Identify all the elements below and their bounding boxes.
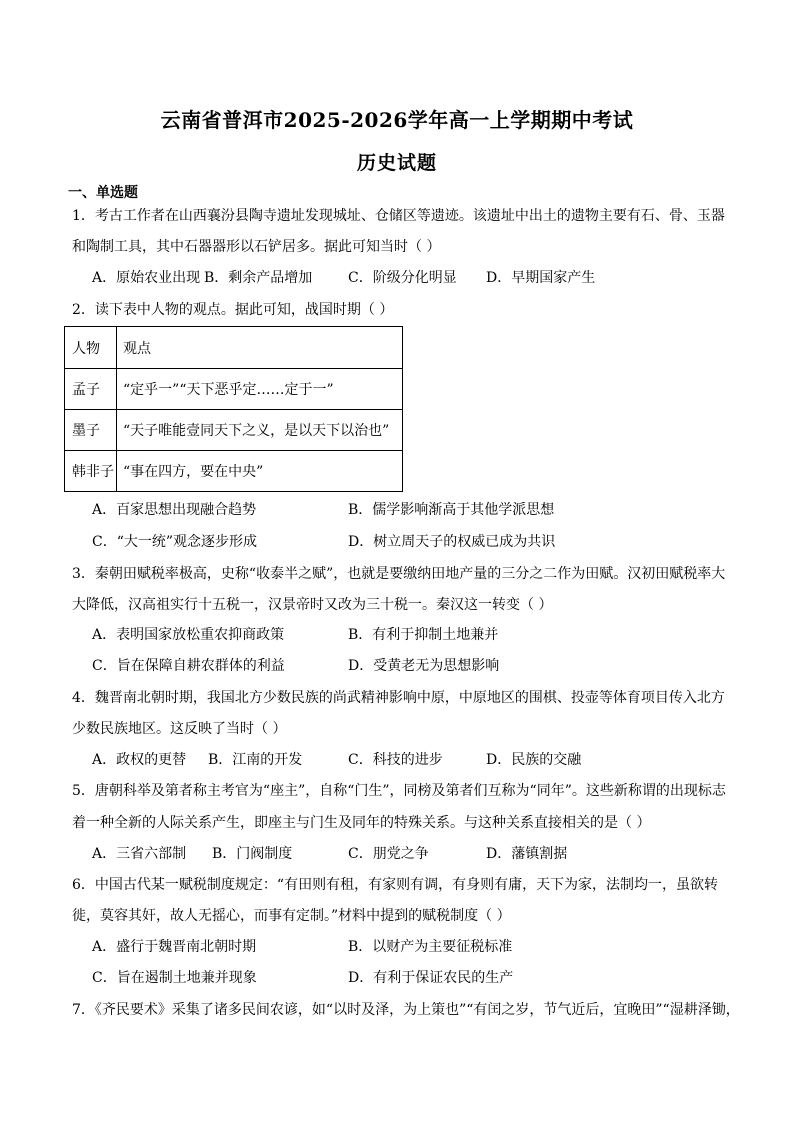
q2-option-b: B．儒学影响渐高于其他学派思想	[348, 502, 555, 518]
q5-option-c: C．朋党之争	[348, 846, 429, 862]
question-5-line-2: 着一种全新的人际关系产生，即座主与门生及同年的特殊关系。与这种关系直接相关的是（ ）	[72, 815, 651, 831]
question-3-line-2: 大降低，汉高祖实行十五税一，汉景帝时又改为三十税一。秦汉这一转变（ ）	[72, 597, 553, 613]
exam-subtitle: 历史试题	[356, 152, 437, 174]
question-6-line-2: 徙，莫容其奸，故人无摇心，而事有定制。”材料中提到的赋税制度（ ）	[72, 908, 511, 924]
q3-option-c: C．旨在保障自耕农群体的利益	[92, 658, 285, 674]
exam-title: 云南省普洱市2025-2026学年高一上学期期中考试	[160, 108, 634, 132]
table-cell-view: “定乎一”“天下恶乎定……定于一”	[117, 369, 403, 410]
q2-option-a: A．百家思想出现融合趋势	[92, 502, 257, 518]
q3-option-b: B．有利于抑制土地兼并	[348, 627, 499, 643]
question-6-line-1: 6．中国古代某一赋税制度规定：“有田则有租，有家则有调，有身则有庸，天下为家，法制均一，虽欲转	[72, 877, 719, 893]
table-row	[65, 410, 403, 451]
q5-option-a: A．三省六部制	[92, 846, 187, 862]
table-row	[65, 451, 403, 492]
q5-option-d: D．藩镇割据	[486, 846, 568, 862]
q6-option-c: C．旨在遏制土地兼并现象	[92, 970, 257, 986]
q1-option-c: C．阶级分化明显	[348, 270, 457, 286]
section-heading: 一、单选题	[68, 185, 138, 201]
q3-option-d: D．受黄老无为思想影响	[348, 658, 500, 674]
question-5-line-1: 5．唐朝科举及第者称主考官为“座主”，自称“门生”，同榜及第者们互称为“同年”。这些新称谓的出现标志	[72, 783, 726, 799]
q3-option-a: A．表明国家放松重农抑商政策	[92, 627, 285, 643]
q4-option-a: A．政权的更替	[92, 752, 187, 768]
question-2-line-1: 2．读下表中人物的观点。据此可知，战国时期（ ）	[72, 302, 394, 318]
q1-option-d: D．早期国家产生	[486, 270, 596, 286]
question-4-line-1: 4．魏晋南北朝时期，我国北方少数民族的尚武精神影响中原，中原地区的围棋、投壶等体育项目传入北方	[72, 690, 725, 706]
q4-option-c: C．科技的进步	[348, 752, 443, 768]
table-header-person: 人物	[65, 327, 117, 369]
question-4-line-2: 少数民族地区。这反映了当时（ ）	[72, 721, 287, 737]
q1-option-a: A．原始农业出现	[92, 270, 201, 286]
q4-option-b: B．江南的开发	[208, 752, 303, 768]
table-cell-person: 孟子	[65, 369, 117, 410]
q6-option-b: B．以财产为主要征税标准	[348, 939, 513, 955]
q4-option-d: D．民族的交融	[486, 752, 582, 768]
viewpoints-table	[64, 326, 403, 492]
q5-option-b: B．门阀制度	[212, 846, 293, 862]
question-3-line-1: 3．秦朝田赋税率极高，史称“收泰半之赋”，也就是要缴纳田地产量的三分之二作为田赋。汉初田赋税率大	[72, 566, 726, 582]
question-7-line-1: 7．《齐民要术》采集了诸多民间农谚，如“以时及泽，为上策也”“有闰之岁，节气近后，宜晚田”“湿耕泽锄，	[72, 1002, 740, 1018]
table-header-view: 观点	[117, 327, 403, 369]
q6-option-a: A．盛行于魏晋南北朝时期	[92, 939, 257, 955]
table-cell-view: “天子唯能壹同天下之义，是以天下以治也”	[117, 410, 403, 451]
table-cell-person: 墨子	[65, 410, 117, 451]
table-header-row	[65, 327, 403, 369]
q2-option-c: C．“大一统”观念逐步形成	[92, 534, 258, 550]
table-cell-view: “事在四方，要在中央”	[117, 451, 403, 492]
q2-option-d: D．树立周天子的权威已成为共识	[348, 534, 556, 550]
table-row	[65, 369, 403, 410]
question-1-line-1: 1．考古工作者在山西襄汾县陶寺遗址发现城址、仓储区等遗迹。该遗址中出土的遗物主要有石、骨、玉器	[72, 208, 725, 224]
question-1-line-2: 和陶制工具，其中石器器形以石铲居多。据此可知当时（ ）	[72, 239, 441, 255]
q1-option-b: B．剩余产品增加	[204, 270, 313, 286]
q6-option-d: D．有利于保证农民的生产	[348, 970, 514, 986]
table-cell-person: 韩非子	[65, 451, 117, 492]
